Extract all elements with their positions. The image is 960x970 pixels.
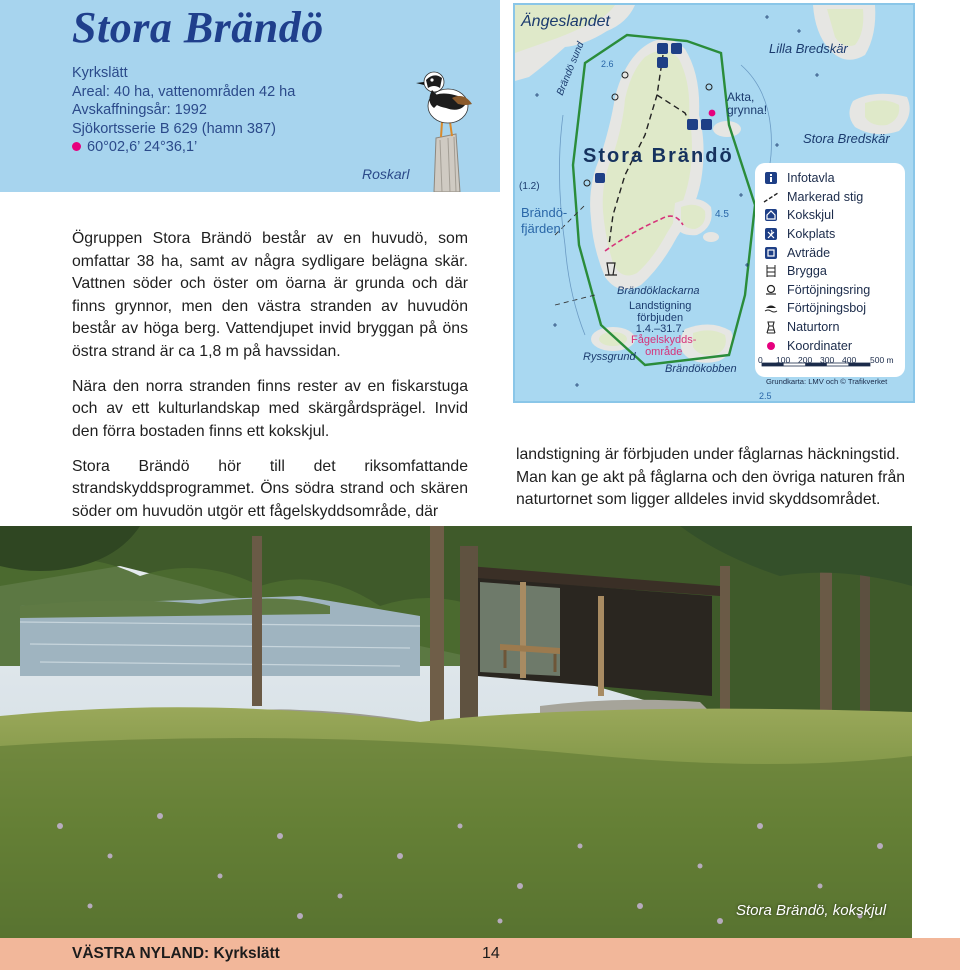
photo-cooking-shelter [0, 526, 912, 938]
legend-item: Förtöjningsboj [763, 299, 897, 318]
map-label-stora-bredskar: Stora Bredskär [803, 131, 890, 146]
paragraph-continuation: landstigning är förbjuden under fåglarnas häckningstid. Man kan ge akt på fåglarna och den övriga naturen från naturtornet som ligger alldeles invid skyddsområdet. [516, 446, 906, 508]
cooking-place-icon [763, 227, 779, 241]
map-depth-label: 4.5 [715, 209, 729, 220]
map-legend [755, 163, 905, 377]
map-depth-label: (1.2) [519, 181, 540, 192]
mooring-ring-icon [763, 283, 779, 297]
legend-item: Förtöjningsring [763, 281, 897, 300]
map-label-landstigning: Landstigning förbjuden 1.4.–31.7. [629, 300, 692, 335]
map-label-lilla-bredskar: Lilla Bredskär [769, 41, 848, 56]
map-label-fagelskydd: Fågelskydds- område [631, 334, 697, 358]
info-board-icon [763, 171, 779, 185]
cooking-shelter-icon [763, 208, 779, 222]
page-title: Stora Brändö [72, 3, 324, 52]
map-info-board-icon-west [595, 173, 605, 183]
page-number: 14 [482, 945, 500, 962]
scale-tick: 200 [798, 355, 813, 365]
legend-item: Avträde [763, 243, 897, 262]
map-toilet-icon [657, 57, 668, 68]
footer-region: VÄSTRA NYLAND: Kyrkslätt [72, 945, 280, 962]
legend-item: Brygga [763, 262, 897, 281]
map-label-brandofjarden: Brändö- fjärden [521, 205, 568, 236]
map-coordinate-dot [709, 110, 716, 117]
photo-scene [0, 526, 912, 938]
map-label-brando-sund: Brändö sund [555, 40, 587, 98]
map-scale-bar [758, 355, 906, 391]
legend-item: Infotavla [763, 169, 897, 188]
fact-municipality: Kyrkslätt [72, 65, 128, 81]
map-label-brandokobben: Brändökobben [665, 363, 737, 375]
paragraph-history: Nära den norra stranden finns rester av en fiskarstuga och av ett kulturlandskap med skärgårdsprägel. Invid den förra bostaden finns ett kokskjul. [72, 377, 468, 440]
coordinate-dot-icon [72, 142, 81, 151]
legend-item: Naturtorn [763, 318, 897, 337]
coordinates-dot-icon [763, 339, 779, 353]
map-depth-label: 2.6 [601, 59, 614, 69]
paragraph-intro: Ögruppen Stora Brändö består av en huvudö, som omfattar 38 ha, samt av några sydligare belägna skär. Vattnen söder och öster om öarna är grunda och där finns grynnor, men den västra stranden av huvudön består av höga berg. Vattendjupet invid bryggan på öns östra strand är ca 1,8 m på havssidan. [72, 230, 468, 360]
fact-area: Areal: 40 ha, vattenområden 42 ha [72, 83, 296, 100]
mooring-buoy-icon [763, 301, 779, 315]
map-label-akta: Akta, grynna! [727, 90, 768, 117]
coordinates-value: 60°02,6’ 24°36,1’ [87, 139, 198, 156]
map-label-ryssgrund: Ryssgrund [583, 351, 636, 363]
bird-caption: Roskarl [362, 166, 410, 182]
map-label-brandoklackarna: Brändöklackarna [617, 285, 700, 297]
scale-tick: 400 [842, 355, 857, 365]
legend-item: Koordinater [763, 336, 897, 355]
scale-tick: 100 [776, 355, 791, 365]
legend-item: Markerad stig [763, 188, 897, 207]
map-cooking-shelter-icon [687, 119, 698, 130]
jetty-icon [763, 264, 779, 278]
fact-year: Avskaffningsår: 1992 [72, 102, 207, 119]
map-label-angeslandet: Ängeslandet [521, 13, 610, 30]
map-info-board-icon-east [701, 119, 712, 130]
map-cooking-place-icon [671, 43, 682, 54]
fact-chart-series: Sjökortsserie B 629 (hamn 387) [72, 120, 276, 137]
map-credit: Grundkarta: LMV och © Trafikverket [766, 377, 888, 386]
photo-caption: Stora Brändö, kokskjul [736, 902, 887, 919]
map-info-board-icon [657, 43, 668, 54]
fact-coordinates [72, 138, 295, 157]
map-depth-label: 2.5 [759, 391, 772, 401]
fact-list [72, 64, 295, 157]
paragraph-protection: Stora Brändö hör till det riksomfattande strandskyddsprogrammet. Öns södra strand och skären söder om huvudön utgör ett fågelskyddsområde, där [72, 457, 468, 520]
nature-tower-icon [763, 320, 779, 334]
scale-tick: 300 [820, 355, 835, 365]
legend-item: Kokskjul [763, 206, 897, 225]
toilet-icon [763, 246, 779, 260]
map-label-stora-brando: Stora Brändö [583, 145, 734, 167]
legend-item: Kokplats [763, 225, 897, 244]
bird-illustration [412, 58, 486, 192]
scale-tick: 0 [758, 355, 763, 365]
scale-tick: 500 m [870, 355, 894, 365]
marked-trail-icon [763, 190, 779, 204]
body-text [72, 228, 468, 536]
